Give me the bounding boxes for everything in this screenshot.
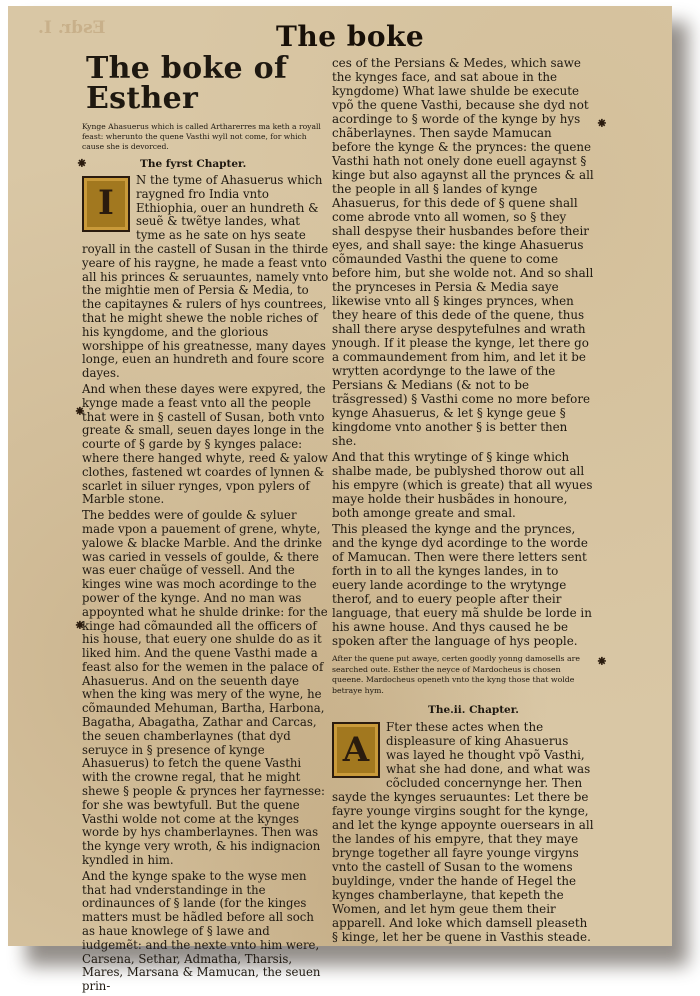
decorated-initial-icon: I	[82, 176, 130, 232]
paragraph	[332, 720, 594, 944]
bleed-through-text: Esdr. I.	[38, 18, 106, 38]
margin-letter-d-icon: ⁕	[596, 116, 608, 132]
paragraph: This pleased the kynge and the prynces, and the kynge dyd acordinge to the worde of Mamucan. Then were there letters sent forth in to all the kynges landes, in to euery lande acordinge to the wrytynge therof, and to euery people after their language, that euery mã shulde be lorde in his awne house. And thys caused he be spoken after the language of hys people.	[332, 522, 592, 648]
margin-letter-c-icon: ⁕	[74, 618, 86, 634]
decorated-initial-icon: A	[332, 722, 380, 778]
paragraph: And when these dayes were expyred, the kynge made a feast vnto all the people that were in § castell of Susan, both vnto greate & small, seuen dayes longe in the courte of § garde by § kynges palace: where there hanged whyte, reed & yalow clothes, fastened wt coardes of lynnen & scarlet in siluer rynges, vpon pylers of Marble stone.	[82, 381, 328, 507]
paragraph-text: N the tyme of Ahasuerus which raygned fro India vnto Ethiophia, ouer an hundreth & seuẽ & twẽtye landes, what tyme as he sate on hys seate royall in the castell of Susan in the thirde yeare of his raygne, he made a feast vnto all his princes & seruauntes, namely vnto the mightie men of Persia & Media, to the capitaynes & rulers of hys countrees, that he might shewe the noble riches of his kyngdome, and the glorious worshippe of his greatnesse, many dayes longe, euen an hundreth and foure score dayes.	[82, 173, 329, 381]
chapter-heading: The fyrst Chapter.	[140, 158, 247, 170]
paragraph-text: Fter these actes when the displeasure of king Ahasuerus was layed he thought vpõ Vasthi, what she had done, and what was cõcluded concernynge her. Then sayde the kynges seruauntes: Let there be fayre younge virgins sought for the kynge, and let the kynge appoynte ouersears in all the landes of his empyre, that they maye brynge together all fayre younge virgyns vnto the castell of Susan to the womens buyldinge, vnder the hande of Hegel the kynges chamberlayne, that kepeth the Women, and let hym geue them their apparell. And loke which damsell pleaseth § kinge, let her be quene in Vasthis steade.	[332, 720, 594, 945]
running-head: The boke	[276, 20, 425, 53]
margin-letter-a-icon: ⁕	[76, 156, 88, 172]
margin-letter-b-icon: ⁕	[74, 404, 86, 420]
paragraph: The beddes were of goulde & syluer made vpon a pauement of grene, whyte, yalowe & blacke Marble. And the drinke was caried in vessels of goulde, & there was euer chaũge of vessell. And the kinges wine was moch acordinge to the power of the kynge. And no man was appoynted what he shulde drinke: for the kinge had cõmaunded all the officers of his house, that euery one shulde do as it liked him. And the quene Vasthi made a feast also for the wemen in the palace of Ahasuerus. And on the seuenth daye when the king was mery of the wyne, he cõmaunded Mehuman, Bartha, Harbona, Bagatha, Abagatha, Zathar and Carcas, the seuen chamberlaynes (that dyd seruyce in § presence of kynge Ahasuerus) to fetch the quene Vasthi with the crowne regal, that he might shewe § people & prynces her fayrnesse: for she was bewtyfull. But the quene Vasthi wolde not come at the kynges worde by hys chamberlaynes. Then was the kynge very wroth, & his indignacion kyndled in him.	[82, 508, 328, 868]
paragraph: And that this wrytinge of § kinge which shalbe made, be publyshed thorow out all his empyre (which is greate) that all wyues maye holde their husbãdes in honoure, both amonge greate and smal.	[332, 450, 593, 520]
chapter-body	[82, 174, 330, 994]
chapter-summary: After the quene put awaye, certen goodly yonng damosells are searched oute. Esther the neyce of Mardocheus is chosen queene. Mardocheus openeth vnto the kyng those that wolde betraye hym.	[332, 654, 581, 695]
right-column	[332, 56, 594, 946]
book-title: The boke of Esther	[86, 51, 288, 116]
left-column	[82, 51, 330, 996]
paragraph	[82, 174, 330, 381]
paragraph: ces of the Persians & Medes, which sawe the kynges face, and sat aboue in the kyngdome) What lawe shulde be execute vpõ the quene Vasthi, because she dyd not acordinge to § worde of the kynge by hys chãberlaynes. Then sayde Mamucan before the kynge & the prynces: the quene Vasthi hath not onely done euell agaynst § kinge but also agaynst all the prynces & all the people in all § landes of kynge Ahasuerus, for this dede of § quene shall come abrode vnto all women, so § they shall despyse their husbandes before their eyes, and shall saye: the kinge Ahasuerus cõmaunded Vasthi the quene to come before him, but she wolde not. And so shall the prynceses in Persia & Media saye likewise vnto all § kinges prynces, when they heare of this dede of the quene, thus shall there aryse despytefulnes and wrath ynough. If it please the kynge, let there go a commaundement from him, and let it be wrytten acordynge to the lawe of the Persians & Medians (& not to be trãsgressed) § Vasthi come no more before kynge Ahasuerus, & let § kynge geue § kingdome vnto another § is better then she.	[332, 56, 594, 448]
book-page	[8, 6, 672, 994]
chapter-summary: Kynge Ahasuerus which is called Artharerres ma keth a royall feast: wherunto the quene Vasthi wyll not come, for which cause she is devorced.	[82, 122, 321, 151]
chapter-heading: The.ii. Chapter.	[428, 704, 519, 717]
paragraph: And the kynge spake to the wyse men that had vnderstandinge in the ordinaunces of § lande (for the kinges matters must be hãdled before all soch as haue knowlege of § lawe and iudgemẽt: and the nexte vnto him were, Carsena, Sethar, Admatha, Tharsis, Mares, Marsana & Mamucan, the seuen prin-	[82, 868, 321, 994]
margin-letter-a2-icon: ⁕	[596, 654, 608, 670]
chapter-body	[332, 56, 594, 944]
